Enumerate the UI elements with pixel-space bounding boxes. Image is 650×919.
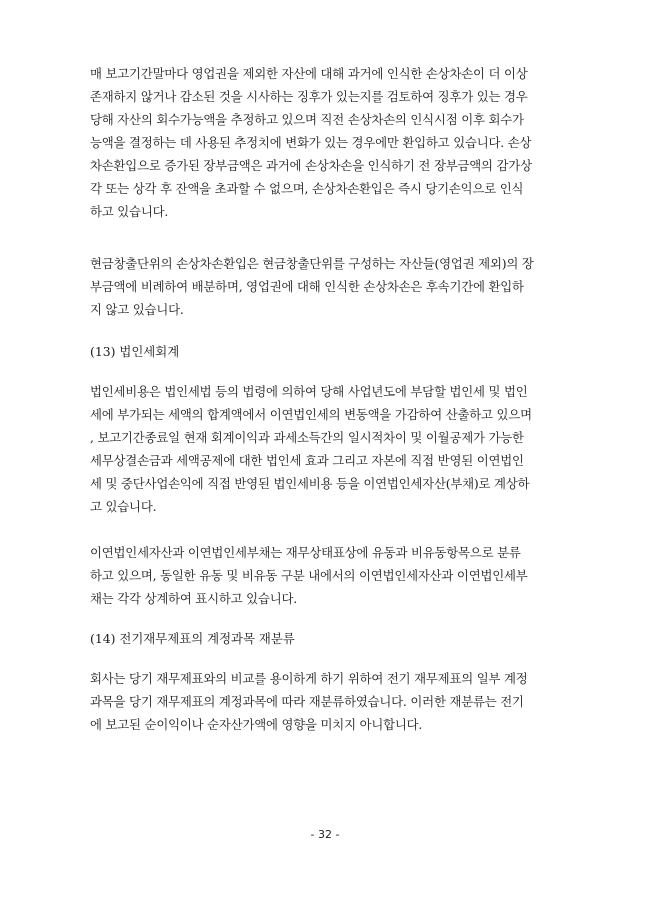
text-line: 하고 있습니다. (90, 204, 169, 219)
text-line: 에 보고된 순이익이나 순자산가액에 영향을 미치지 아니합니다. (90, 717, 423, 732)
text-line: 부금액에 비례하여 배분하며, 영업권에 대해 인식한 손상차손은 후속기간에 환입하 (90, 279, 524, 294)
text-line: 채는 각각 상계하여 표시하고 있습니다. (90, 591, 298, 606)
page-number: - 32 - (310, 828, 340, 841)
text-line: 지 않고 있습니다. (90, 302, 184, 317)
text-line: 능액을 결정하는 데 사용된 추정치에 변화가 있는 경우에만 환입하고 있습니다. 손상 (90, 135, 532, 150)
text-line: , 보고기간종료일 현재 회계이익과 과세소득간의 일시적차이 및 이월공제가 가능한 (90, 430, 524, 445)
text-line: 존재하지 않거나 감소된 것을 시사하는 징후가 있는지를 검토하여 징후가 있는 경우 (90, 89, 528, 104)
text-line: 세 및 중단사업손익에 직접 반영된 법인세비용 등을 이연법인세자산(부채)로 계상하 (90, 476, 530, 491)
text-line: 당해 자산의 회수가능액을 추정하고 있으며 직전 손상차손의 인식시점 이후 회수가 (90, 112, 524, 127)
paragraph-impairment-reversal (90, 62, 560, 223)
paragraph-income-tax-2 (90, 541, 560, 610)
text-line: 각 또는 상각 후 잔액을 초과할 수 없으며, 손상차손환입은 즉시 당기손익으로 인식 (90, 181, 524, 196)
text-line: 세무상결손금과 세액공제에 대한 법인세 효과 그리고 자본에 직접 반영된 이연법인 (90, 453, 524, 468)
text-line: 하고 있으며, 동일한 유동 및 비유동 구분 내에서의 이연법인세자산과 이연법인세부 (90, 568, 528, 583)
text-line: 세에 부가되는 세액의 합계액에서 이연법인세의 변동액을 가감하여 산출하고 있으며 (90, 407, 532, 422)
heading-reclassification: (14) 전기재무제표의 계정과목 재분류 (90, 631, 295, 646)
text-line: 법인세비용은 법인세법 등의 법령에 의하여 당해 사업년도에 부담할 법인세 및 법인 (90, 384, 528, 399)
text-line: 현금창출단위의 손상차손환입은 현금창출단위를 구성하는 자산들(영업권 제외)의 장 (90, 256, 534, 271)
text-line: 매 보고기간말마다 영업권을 제외한 자산에 대해 과거에 인식한 손상차손이 더 이상 (90, 66, 528, 81)
text-line: 이연법인세자산과 이연법인세부채는 재무상태표상에 유동과 비유동항목으로 분류 (90, 545, 521, 560)
paragraph-cgu-reversal (90, 252, 560, 321)
text-line: 고 있습니다. (90, 499, 157, 514)
heading-income-tax: (13) 법인세회계 (90, 344, 180, 359)
text-line: 회사는 당기 재무제표와의 비교를 용이하게 하기 위하여 전기 재무제표의 일부 계정 (90, 671, 528, 686)
text-line: 차손환입으로 증가된 장부금액은 과거에 손상차손을 인식하기 전 장부금액의 감가상 (90, 158, 532, 173)
paragraph-reclassification (90, 667, 560, 736)
paragraph-income-tax-1 (90, 380, 560, 518)
text-line: 과목을 당기 재무제표의 계정과목에 따라 재분류하였습니다. 이러한 재분류는 전기 (90, 694, 524, 709)
